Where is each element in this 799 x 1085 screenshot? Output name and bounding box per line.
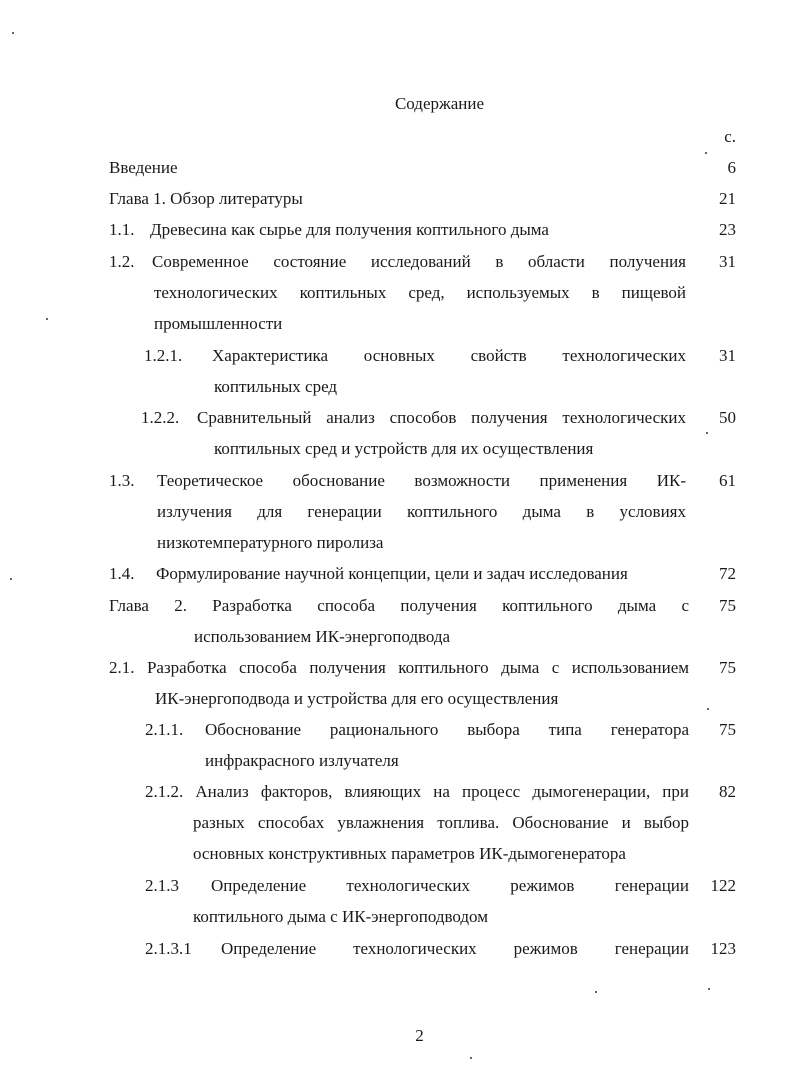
toc-page-number: 61 (719, 471, 736, 490)
toc-entry-number: 1.3. (109, 471, 135, 490)
toc-entry-title: Глава 1. Обзор литературы (109, 189, 303, 208)
toc-entry-title: Формулирование научной концепции, цели и задач исследования (156, 564, 628, 583)
toc-entry-title-continued: технологических коптильных сред, используемых в пищевой (154, 283, 686, 302)
toc-entry-number: 1.2.1. (144, 346, 183, 365)
toc-page-number: 72 (719, 564, 736, 583)
toc-page-number: 50 (719, 408, 736, 427)
toc-entry-title-continued: основных конструктивных параметров ИК-дымогенератора (193, 844, 626, 863)
toc-entry-title: 2.1.2. Анализ факторов, влияющих на процесс дымогенерации, при (145, 782, 689, 801)
toc-entry-title: Сравнительный анализ способов получения технологических (197, 408, 686, 427)
page-title: Содержание (394, 94, 485, 113)
toc-entry-number: 1.2. (109, 252, 135, 271)
toc-entry-title: Глава 2. Разработка способа получения коптильного дыма с (109, 596, 689, 615)
toc-entry-number: 1.1. (109, 220, 135, 239)
toc-page-number: 123 (710, 939, 736, 958)
toc-entry-title: Определение технологических режимов генерации (211, 876, 689, 895)
toc-entry-title: 2.1. Разработка способа получения коптильного дыма с использованием (109, 658, 689, 677)
toc-entry-title: Современное состояние исследований в области получения (152, 252, 686, 271)
toc-entry-title-continued: низкотемпературного пиролиза (157, 533, 384, 552)
toc-page-number: 23 (719, 220, 736, 239)
toc-entry-title-continued: промышленности (154, 314, 283, 333)
toc-page-number: 31 (719, 346, 736, 365)
toc-entry-number: 2.1.3.1 (145, 939, 192, 958)
toc-entry-number: 1.2.2. (141, 408, 180, 427)
toc-entry-title-continued: коптильного дыма с ИК-энергоподводом (193, 907, 488, 926)
toc-page-number: 21 (719, 189, 736, 208)
toc-page-number: 75 (719, 720, 736, 739)
toc-entry-title: Теоретическое обоснование возможности применения ИК- (157, 471, 686, 490)
toc-entry-number: 2.1.3 (145, 876, 179, 895)
toc-entry-title-continued: излучения для генерации коптильного дыма в условиях (157, 502, 686, 521)
toc-entry-title-continued: разных способах увлажнения топлива. Обоснование и выбор (193, 813, 689, 832)
toc-page-number: 122 (710, 876, 736, 895)
toc-entry-title: Обоснование рационального выбора типа генератора (205, 720, 689, 739)
page-number: 2 (415, 1026, 424, 1045)
page-column-header: с. (724, 127, 736, 146)
toc-entry-title-continued: ИК-энергоподвода и устройства для его осуществления (155, 689, 559, 708)
toc-entry-number: 1.4. (109, 564, 135, 583)
toc-entry-title-continued: коптильных сред (214, 377, 338, 396)
toc-entry-title-continued: инфракрасного излучателя (205, 751, 399, 770)
toc-entry-title: Характеристика основных свойств технологических (212, 346, 686, 365)
toc-page-number: 75 (719, 596, 736, 615)
toc-entry-title-continued: коптильных сред и устройств для их осуществления (214, 439, 594, 458)
toc-page-number: 6 (727, 158, 736, 177)
toc-page-number: 82 (719, 782, 736, 801)
toc-entry-title: Древесина как сырье для получения коптильного дыма (150, 220, 549, 239)
toc-page-number: 31 (719, 252, 736, 271)
toc-page-number: 75 (719, 658, 736, 677)
toc-entry-title: Определение технологических режимов генерации (221, 939, 689, 958)
toc-entry-title-continued: использованием ИК-энергоподвода (194, 627, 451, 646)
toc-entry-title: Введение (109, 158, 178, 177)
toc-entry-number: 2.1.1. (145, 720, 184, 739)
